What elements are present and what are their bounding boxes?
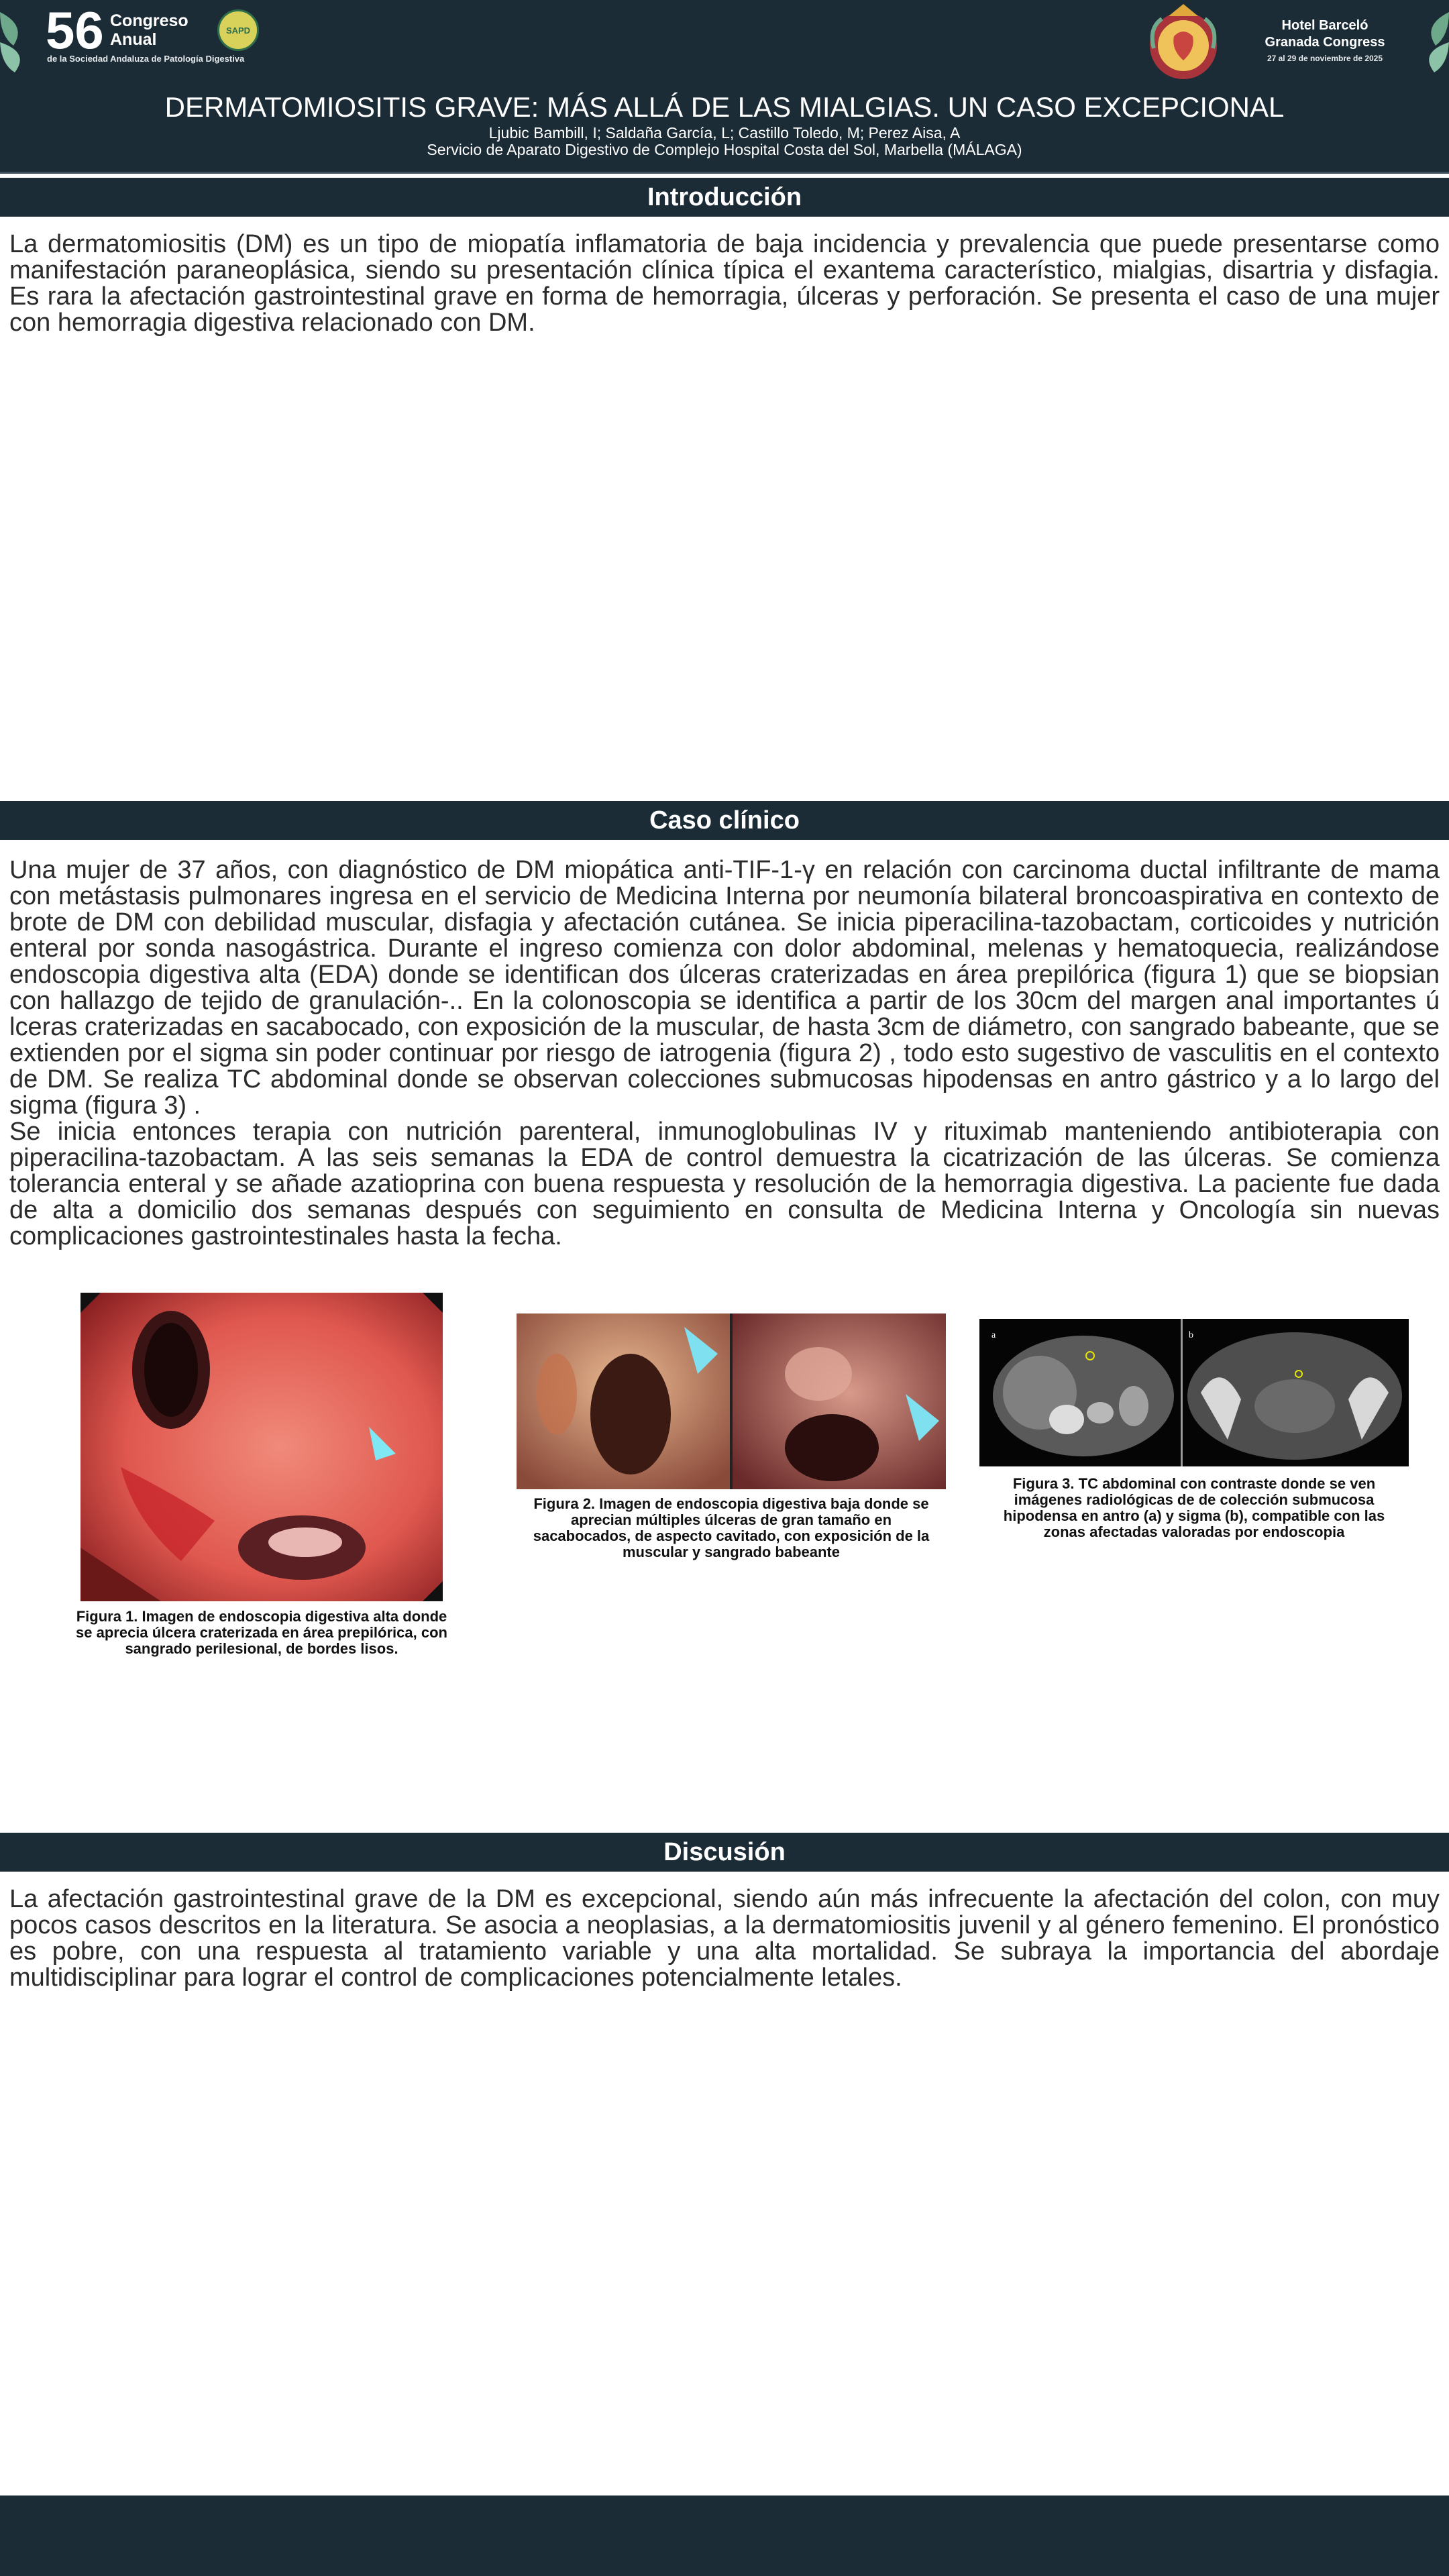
ct-scan-image: [979, 1319, 1409, 1466]
leaf-ornament-left-icon: [0, 5, 34, 79]
ct-label-b: b: [1189, 1330, 1193, 1340]
affiliation: Servicio de Aparato Digestivo de Complejo Hospital Costa del Sol, Marbella (MÁLAGA): [427, 141, 1022, 159]
congress-label: [110, 12, 189, 49]
congress-word-2: Anual: [110, 30, 157, 49]
congress-number: 56: [46, 1, 104, 60]
poster-footer: [0, 2496, 1449, 2576]
society-name: de la Sociedad Andaluza de Patología Digestiva: [47, 54, 245, 64]
case-paragraph-1: Una mujer de 37 años, con diagnóstico de DM miopática anti-TIF-1-γ en relación con carcinoma ductal infiltrante de mama con metástasis pulmonares ingresa en el servicio de Medicina Interna por neumonía bilateral broncoaspirativa en contexto de brote de DM con debilidad muscular, disfagia y afectación cutánea. Se inicia piperacilina-tazobactam, corticoides y nutrición enteral por sonda nasogástrica. Durante el ingreso comienza con dolor abdominal, melenas y hematoquecia, realizándose endoscopia digestiva alta (EDA) donde se identifican dos úlceras craterizadas en área prepilórica (figura 1) que se biopsian con hallazgo de tejido de granulación-.. En la colonoscopia se identifica a partir de los 30cm del margen anal importantes ú lceras craterizadas en sacabocado, con exposición de la muscular, de hasta 3cm de diámetro, con sangrado babeante, que se extienden por el sigma sin poder continuar por riesgo de iatrogenia (figura 2) , todo esto sugestivo de vasculitis en el contexto de DM. Se realiza TC abdominal donde se observan colecciones submucosas hipodensas en antro gástrico y a lo largo del sigma (figura 3) .: [9, 856, 1440, 1120]
header-divider: [0, 172, 1449, 174]
intro-paragraph: La dermatomiositis (DM) es un tipo de miopatía inflamatoria de baja incidencia y prevalencia que puede presentarse como manifestación paraneoplásica, siendo su presentación clínica típica el exantema característico, mialgias, disartria y disfagia. Es rara la afectación gastrointestinal grave en forma de hemorragia, úlceras y perforación. Se presenta el caso de una mujer con hemorragia digestiva relacionado con DM.: [9, 230, 1440, 337]
granada-emblem-icon: [1142, 1, 1225, 85]
figure-3-caption: Figura 3. TC abdominal con contraste donde se ven imágenes radiológicas de de colección submucosa hipodensa en antro (a) y sigma (b), compatible con las zonas afectadas valoradas por endoscopia: [1003, 1475, 1385, 1540]
ct-label-a: a: [991, 1330, 996, 1340]
poster-title: DERMATOMIOSITIS GRAVE: MÁS ALLÁ DE LAS MIALGIAS. UN CASO EXCEPCIONAL: [164, 91, 1285, 123]
figure-3-image: [979, 1319, 1409, 1466]
discussion-heading: Discusión: [0, 1833, 1449, 1872]
intro-heading: Introducción: [0, 178, 1449, 217]
intro-text: [9, 231, 1440, 336]
discussion-text: [9, 1886, 1440, 1991]
leaf-ornament-right-icon: [1422, 5, 1449, 79]
congress-word-1: Congreso: [110, 11, 189, 30]
venue-line-2: Granada Congress: [1265, 35, 1385, 50]
authors: Ljubic Bambill, I; Saldaña García, L; Castillo Toledo, M; Perez Aisa, A: [488, 124, 961, 142]
sapd-logo: SAPD: [217, 9, 259, 51]
venue-dates: 27 al 29 de noviembre de 2025: [1267, 54, 1383, 63]
venue-name: [1254, 17, 1395, 51]
case-paragraph-2: Se inicia entonces terapia con nutrición parenteral, inmunoglobulinas IV y rituximab manteniendo antibioterapia con piperacilina-tazobactam. A las seis semanas la EDA de control demuestra la cicatrización de las úlceras. Se comienza tolerancia enteral y se añade azatioprina con buena respuesta y resolución de la hemorragia digestiva. La paciente fue dada de alta a domicilio dos semanas después con seguimiento en consulta de Medicina Interna y Oncología sin nuevas complicaciones gastrointestinales hasta la fecha.: [9, 1118, 1440, 1250]
endoscopy-gastric-image: [80, 1293, 443, 1601]
case-heading: Caso clínico: [0, 801, 1449, 840]
venue-line-1: Hotel Barceló: [1281, 18, 1368, 33]
figure-2-image: [517, 1313, 946, 1489]
figure-1-image: [80, 1293, 443, 1601]
authors-block: [0, 125, 1449, 159]
figure-2-caption: Figura 2. Imagen de endoscopia digestiva baja donde se aprecian múltiples úlceras de gran tamaño en sacabocados, de aspecto cavitado, con exposición de la muscular y sangrado babeante: [533, 1495, 930, 1560]
poster-header: [0, 0, 1449, 172]
figure-1-caption: Figura 1. Imagen de endoscopia digestiva alta donde se aprecia úlcera craterizada en área prepilórica, con sangrado perilesional, de bordes lisos.: [76, 1608, 447, 1657]
case-text: [9, 857, 1440, 1250]
endoscopy-colon-image: [517, 1313, 946, 1489]
discussion-paragraph: La afectación gastrointestinal grave de la DM es excepcional, siendo aún más infrecuente la afectación del colon, con muy pocos casos descritos en la literatura. Se asocia a neoplasias, a la dermatomiositis juvenil y al género femenino. El pronóstico es pobre, con una respuesta al tratamiento variable y una alta mortalidad. Se subraya la importancia del abordaje multidisciplinar para lograr el control de complicaciones potencialmente letales.: [9, 1885, 1440, 1992]
